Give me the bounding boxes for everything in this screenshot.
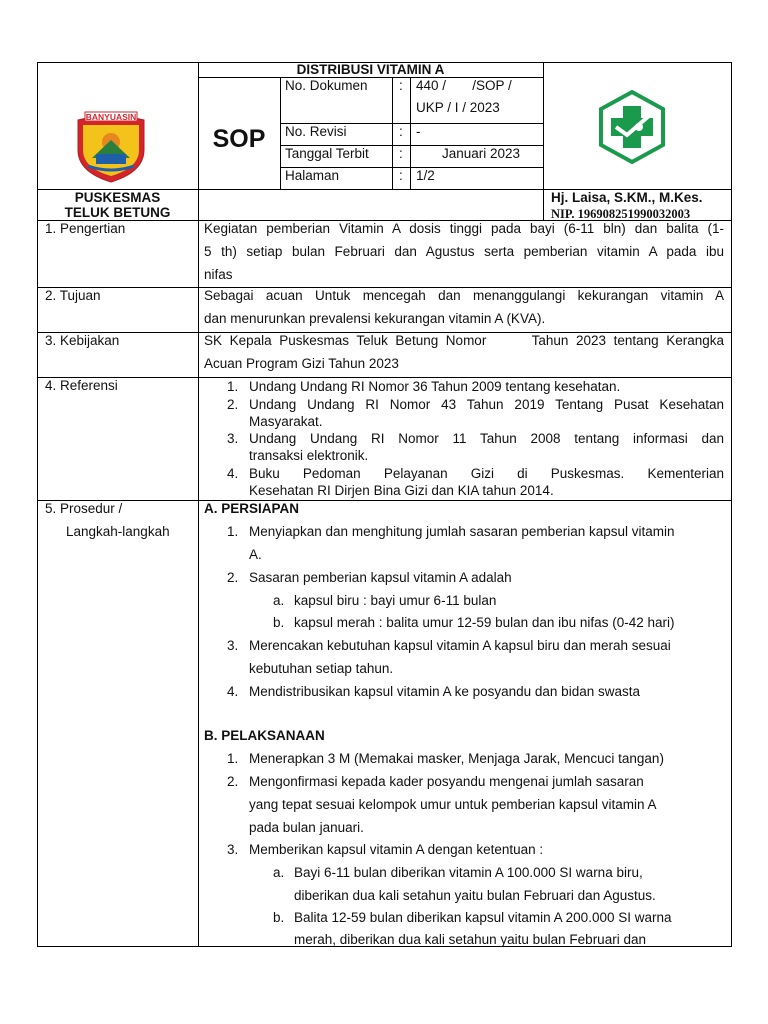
meta-label-no-revisi: No. Revisi <box>285 124 347 139</box>
right-logo <box>594 89 670 165</box>
left-logo <box>72 110 150 184</box>
col-divider-colon-left <box>392 77 393 189</box>
meta-label-halaman: Halaman <box>285 168 340 183</box>
section-label-tujuan: 2. Tujuan <box>45 288 101 303</box>
pelaksanaan-sub-b-line1: Balita 12-59 bulan diberikan kapsul vitamin A 200.000 SI warna <box>294 910 672 925</box>
persiapan-num-2: 2. <box>227 570 239 585</box>
signer-name: Hj. Laisa, S.KM., M.Kes. <box>551 190 703 205</box>
row-line-4 <box>37 377 732 378</box>
section-label-langkah: Langkah-langkah <box>66 524 170 539</box>
row-line-5 <box>37 500 732 501</box>
pelaksanaan-sub-b-line2: merah, diberikan dua kali setahun yaitu bulan Februari dan <box>294 932 646 947</box>
referensi-item-4-line1: Buku Pedoman Pelayanan Gizi di Puskesmas. Kementerian <box>249 466 724 481</box>
puskesmas-logo-icon <box>594 89 670 165</box>
meta-colon-4: : <box>399 168 403 183</box>
referensi-num-3: 3. <box>227 431 239 446</box>
persiapan-item-4: Mendistribusikan kapsul vitamin A ke posyandu dan bidan swasta <box>249 684 640 699</box>
referensi-item-1: Undang Undang RI Nomor 36 Tahun 2009 tentang kesehatan. <box>249 379 621 394</box>
section-label-kebijakan: 3. Kebijakan <box>45 333 120 348</box>
pelaksanaan-sub-a-line2: diberikan dua kali setahun yaitu bulan Februari dan Agustus. <box>294 888 656 903</box>
persiapan-num-3: 3. <box>227 638 239 653</box>
pelaksanaan-item-1: Menerapkan 3 M (Memakai masker, Menjaga Jarak, Mencuci tangan) <box>249 751 664 766</box>
meta-label-no-dokumen: No. Dokumen <box>285 78 368 93</box>
referensi-num-4: 4. <box>227 466 239 481</box>
table-right-border <box>731 62 732 947</box>
meta-value-tanggal-terbit: Januari 2023 <box>442 146 521 161</box>
persiapan-num-1: 1. <box>227 524 239 539</box>
section-label-prosedur: 5. Prosedur / <box>45 501 123 516</box>
section-label-referensi: 4. Referensi <box>45 378 118 393</box>
meta-colon-2: : <box>399 124 403 139</box>
banyuasin-logo-text: BANYUASIN <box>85 112 137 122</box>
meta-value-no-revisi: - <box>416 124 421 139</box>
referensi-num-1: 1. <box>227 379 239 394</box>
persiapan-item-3-line2: kebutuhan setiap tahun. <box>249 661 394 676</box>
persiapan-item-1-line2: A. <box>249 547 262 562</box>
persiapan-item-3-line1: Merencakan kebutuhan kapsul vitamin A kapsul biru dan merah sesuai <box>249 638 671 653</box>
col-divider-logo <box>543 62 544 221</box>
pelaksanaan-sub-b-letter: b. <box>273 910 285 925</box>
pengertian-line-2: 5 th) setiap bulan Februari dan Agustus serta pemberian vitamin A pada ibu <box>204 244 724 259</box>
referensi-item-2-line2: Masyarakat. <box>249 414 323 429</box>
pelaksanaan-sub-a-letter: a. <box>273 865 285 880</box>
kebijakan-line-1: SK Kepala Puskesmas Teluk Betung Nomor Tahun 2023 tentang Kerangka <box>204 333 724 348</box>
persiapan-sub-b: kapsul merah : balita umur 12-59 bulan dan ibu nifas (0-42 hari) <box>294 615 675 630</box>
subheading-pelaksanaan: B. PELAKSANAAN <box>204 728 325 743</box>
meta-colon-3: : <box>399 146 403 161</box>
referensi-item-3-line1: Undang Undang RI Nomor 11 Tahun 2008 tentang informasi dan <box>249 431 724 446</box>
pelaksanaan-num-3: 3. <box>227 842 239 857</box>
pelaksanaan-num-2: 2. <box>227 774 239 789</box>
col-divider-label <box>198 62 199 947</box>
subheading-persiapan: A. PERSIAPAN <box>204 501 300 516</box>
kebijakan-line-2: Acuan Program Gizi Tahun 2023 <box>204 356 399 371</box>
pelaksanaan-num-1: 1. <box>227 751 239 766</box>
org-name-line1: PUSKESMAS <box>74 190 161 205</box>
referensi-num-2: 2. <box>227 397 239 412</box>
signer-nip: NIP. 196908251990032003 <box>551 207 691 221</box>
persiapan-sub-a: kapsul biru : bayi umur 6-11 bulan <box>294 593 497 608</box>
sop-label: SOP <box>212 125 266 153</box>
meta-colon-1: : <box>399 78 403 93</box>
pelaksanaan-item-2-line1: Mengonfirmasi kepada kader posyandu mengenai jumlah sasaran <box>249 774 644 789</box>
col-divider-colon-right <box>410 77 411 189</box>
persiapan-item-1-line1: Menyiapkan dan menghitung jumlah sasaran pemberian kapsul vitamin <box>249 524 675 539</box>
section-label-pengertian: 1. Pengertian <box>45 221 126 236</box>
referensi-item-4-line2: Kesehatan RI Dirjen Bina Gizi dan KIA tahun 2014. <box>249 483 554 498</box>
tujuan-line-2: dan menurunkan prevalensi kekurangan vitamin A (KVA). <box>204 311 546 326</box>
col-divider-sop <box>280 77 281 189</box>
pelaksanaan-item-2-line3: pada bulan januari. <box>249 820 364 835</box>
persiapan-num-4: 4. <box>227 684 239 699</box>
referensi-item-3-line2: transaksi elektronik. <box>249 448 369 463</box>
persiapan-sub-b-letter: b. <box>273 615 285 630</box>
persiapan-item-2: Sasaran pemberian kapsul vitamin A adalah <box>249 570 512 585</box>
meta-value-halaman: 1/2 <box>416 168 435 183</box>
tujuan-line-1: Sebagai acuan Untuk mencegah dan menanggulangi kekurangan vitamin A <box>204 288 724 303</box>
document-title: DISTRIBUSI VITAMIN A <box>296 62 445 77</box>
org-name-line2: TELUK BETUNG <box>64 205 171 220</box>
persiapan-sub-a-letter: a. <box>273 593 285 608</box>
pelaksanaan-item-2-line2: yang tepat sesuai kelompok umur untuk pemberian kapsul vitamin A <box>249 797 657 812</box>
meta-value-no-dokumen-line2: UKP / I / 2023 <box>416 100 500 115</box>
referensi-item-2-line1: Undang Undang RI Nomor 43 Tahun 2019 Tentang Pusat Kesehatan <box>249 397 724 412</box>
meta-value-no-dokumen-line1: 440 / /SOP / <box>416 78 512 93</box>
pengertian-line-1: Kegiatan pemberian Vitamin A dosis tinggi pada bayi (6-11 bln) dan balita (1- <box>204 221 724 236</box>
pengertian-line-3: nifas <box>204 267 233 282</box>
pelaksanaan-sub-a-line1: Bayi 6-11 bulan diberikan vitamin A 100.000 SI warna biru, <box>294 865 643 880</box>
pelaksanaan-item-3: Memberikan kapsul vitamin A dengan ketentuan : <box>249 842 544 857</box>
meta-label-tanggal-terbit: Tanggal Terbit <box>285 146 369 161</box>
